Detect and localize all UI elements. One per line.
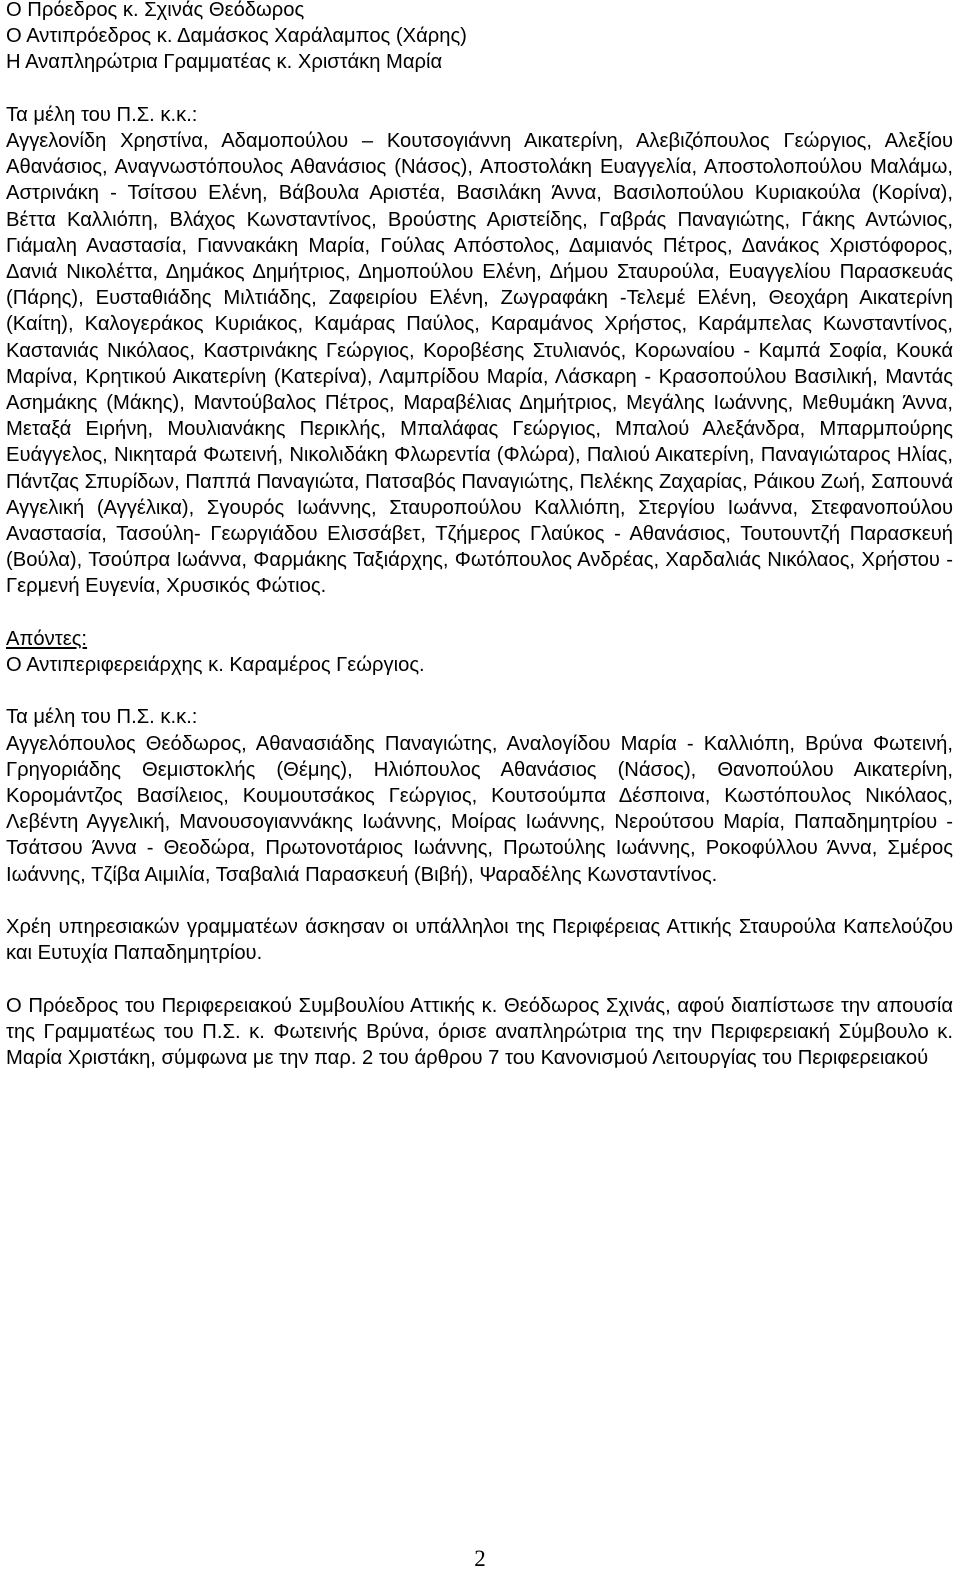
vice-president-line: Ο Αντιπρόεδρος κ. Δαμάσκος Χαράλαμπος (Χάρης) bbox=[6, 25, 467, 48]
spacer bbox=[6, 76, 953, 102]
document-page bbox=[6, 0, 953, 1071]
spacer bbox=[6, 678, 953, 704]
absent-members-list: Αγγελόπουλος Θεόδωρος, Αθανασιάδης Παναγιώτης, Αναλογίδου Μαρία - Καλλιόπη, Βρύνα Φωτεινή, Γρηγοριάδης Θεμιστοκλής (Θέμης), Ηλιόπουλος Αθανάσιος (Νάσος), Θανοπούλου Αικατερίνη, Κορομάντζος Βασίλειος, Κουμουτσάκος Γεώργιος, Κουτσούμπα Δέσποινα, Κωστόπουλος Νικόλαος, Λεβέντη Αγγελική, Μανουσογιαννάκης Ιωάννης, Μοίρας Ιωάννης, Νερούτσου Μαρία, Παπαδημητρίου - Τσάτσου Άννα - Θεοδώρα, Πρωτονοτάριος Ιωάννης, Πρωτούλης Ιωάννης, Ροκοφύλλου Άννα, Σμέρος Ιωάννης, Τζίβα Αιμιλία, Τσαβαλιά Παρασκευή (Βιβή), Ψαραδέλης Κωνσταντίνος. bbox=[6, 732, 953, 886]
present-members-heading: Τα μέλη του Π.Σ. κ.κ.: bbox=[6, 103, 198, 126]
absent-members-heading: Τα μέλη του Π.Σ. κ.κ.: bbox=[6, 706, 198, 729]
page-number: 2 bbox=[474, 1546, 486, 1571]
president-line: Ο Πρόεδρος κ. Σχινάς Θεόδωρος bbox=[6, 0, 305, 21]
spacer bbox=[6, 888, 953, 914]
spacer bbox=[6, 600, 953, 626]
final-paragraph: Ο Πρόεδρος του Περιφερειακού Συμβουλίου Αττικής κ. Θεόδωρος Σχινάς, αφού διαπίστωσε την απουσία της Γραμματέως του Π.Σ. κ. Φωτεινής Βρύνα, όρισε αναπληρώτρια της την Περιφερειακή Σύμβουλο κ. Μαρία Χριστάκη, σύμφωνα με την παρ. 2 του άρθρου 7 του Κανονισμού Λειτουργίας του Περιφερειακού bbox=[6, 994, 953, 1070]
absent-heading: Απόντες: bbox=[6, 627, 88, 650]
present-members-list: Αγγελονίδη Χρηστίνα, Αδαμοπούλου – Κουτσογιάννη Αικατερίνη, Αλεβιζόπουλος Γεώργιος, Αλεξίου Αθανάσιος, Αναγνωστόπουλος Αθανάσιος (Νάσος), Αποστολάκη Ευαγγελία, Αποστολοπούλου Μαλάμω, Αστρινάκη - Τσίτσου Ελένη, Βάβουλα Αριστέα, Βασιλάκη Άννα, Βασιλοπούλου Κυριακούλα (Κορίνα), Βέττα Καλλιόπη, Βλάχος Κωνσταντίνος, Βρούστης Αριστείδης, Γαβράς Παναγιώτης, Γάκης Αντώνιος, Γιάμαλη Αναστασία, Γιαννακάκη Μαρία, Γούλας Απόστολος, Δαμιανός Πέτρος, Δανάκος Χριστόφορος, Δανιά Νικολέττα, Δημάκος Δημήτριος, Δημοπούλου Ελένη, Δήμου Σταυρούλα, Ευαγγελίου Παρασκευάς (Πάρης), Ευσταθιάδης Μιλτιάδης, Ζαφειρίου Ελένη, Ζωγραφάκη -Τελεμέ Ελένη, Θεοχάρη Αικατερίνη (Καίτη), Καλογεράκος Κυριάκος, Καμάρας Παύλος, Καραμάνος Χρήστος, Καράμπελας Κωνσταντίνος, Καστανιάς Νικόλαος, Καστρινάκης Γεώργιος, Κοροβέσης Στυλιανός, Κορωναίου - Καμπά Σοφία, Κουκά Μαρίνα, Κρητικού Αικατερίνη (Κατερίνα), Λαμπρίδου Μαρία, Λάσκαρη - Κρασοπούλου Βασιλική, Μαντάς Ασημάκης (Μάκης), Μαντούβαλος Πέτρος, Μαραβέλιας Δημήτριος, Μεγάλης Ιωάννης, Μεθυμάκη Άννα, Μεταξά Ειρήνη, Μουλιανάκης Περικλής, Μπαλάφας Γεώργιος, Μπαλού Αλεξάνδρα, Μπαρμπούρης Ευάγγελος, Νικηταρά Φωτεινή, Νικολιδάκη Φλωρεντία (Φλώρα), Παλιού Αικατερίνη, Παναγιώταρος Ηλίας, Πάντζας Σπυρίδων, Παππά Παναγιώτα, Πατσαβός Παναγιώτης, Πελέκης Ζαχαρίας, Ράικου Ζωή, Σαπουνά Αγγελική (Αγγέλικα), Σγουρός Ιωάννης, Σταυροπούλου Καλλιόπη, Στεργίου Ιωάννα, Στεφανοπούλου Αναστασία, Τασούλη- Γεωργιάδου Ελισσάβετ, Τζήμερος Γλαύκος - Αθανάσιος, Τουτουντζή Παρασκευή (Βούλα), Τσούπρα Ιωάννα, Φαρμάκης Ταξιάρχης, Φωτόπουλος Ανδρέας, Χαρδαλιάς Νικόλαος, Χρήστου - Γερμενή Ευγενία, Χρυσικός Φώτιος. bbox=[6, 130, 953, 598]
acting-secretary-line: Η Αναπληρώτρια Γραμματέας κ. Χριστάκη Μαρία bbox=[6, 51, 443, 74]
secretaries-note: Χρέη υπηρεσιακών γραμματέων άσκησαν οι υπάλληλοι της Περιφέρειας Αττικής Σταυρούλα Καπελούζου και Ευτυχία Παπαδημητρίου. bbox=[6, 916, 953, 965]
spacer bbox=[6, 966, 953, 992]
absent-vice-governor-line: Ο Αντιπεριφερειάρχης κ. Καραμέρος Γεώργιος. bbox=[6, 654, 425, 677]
